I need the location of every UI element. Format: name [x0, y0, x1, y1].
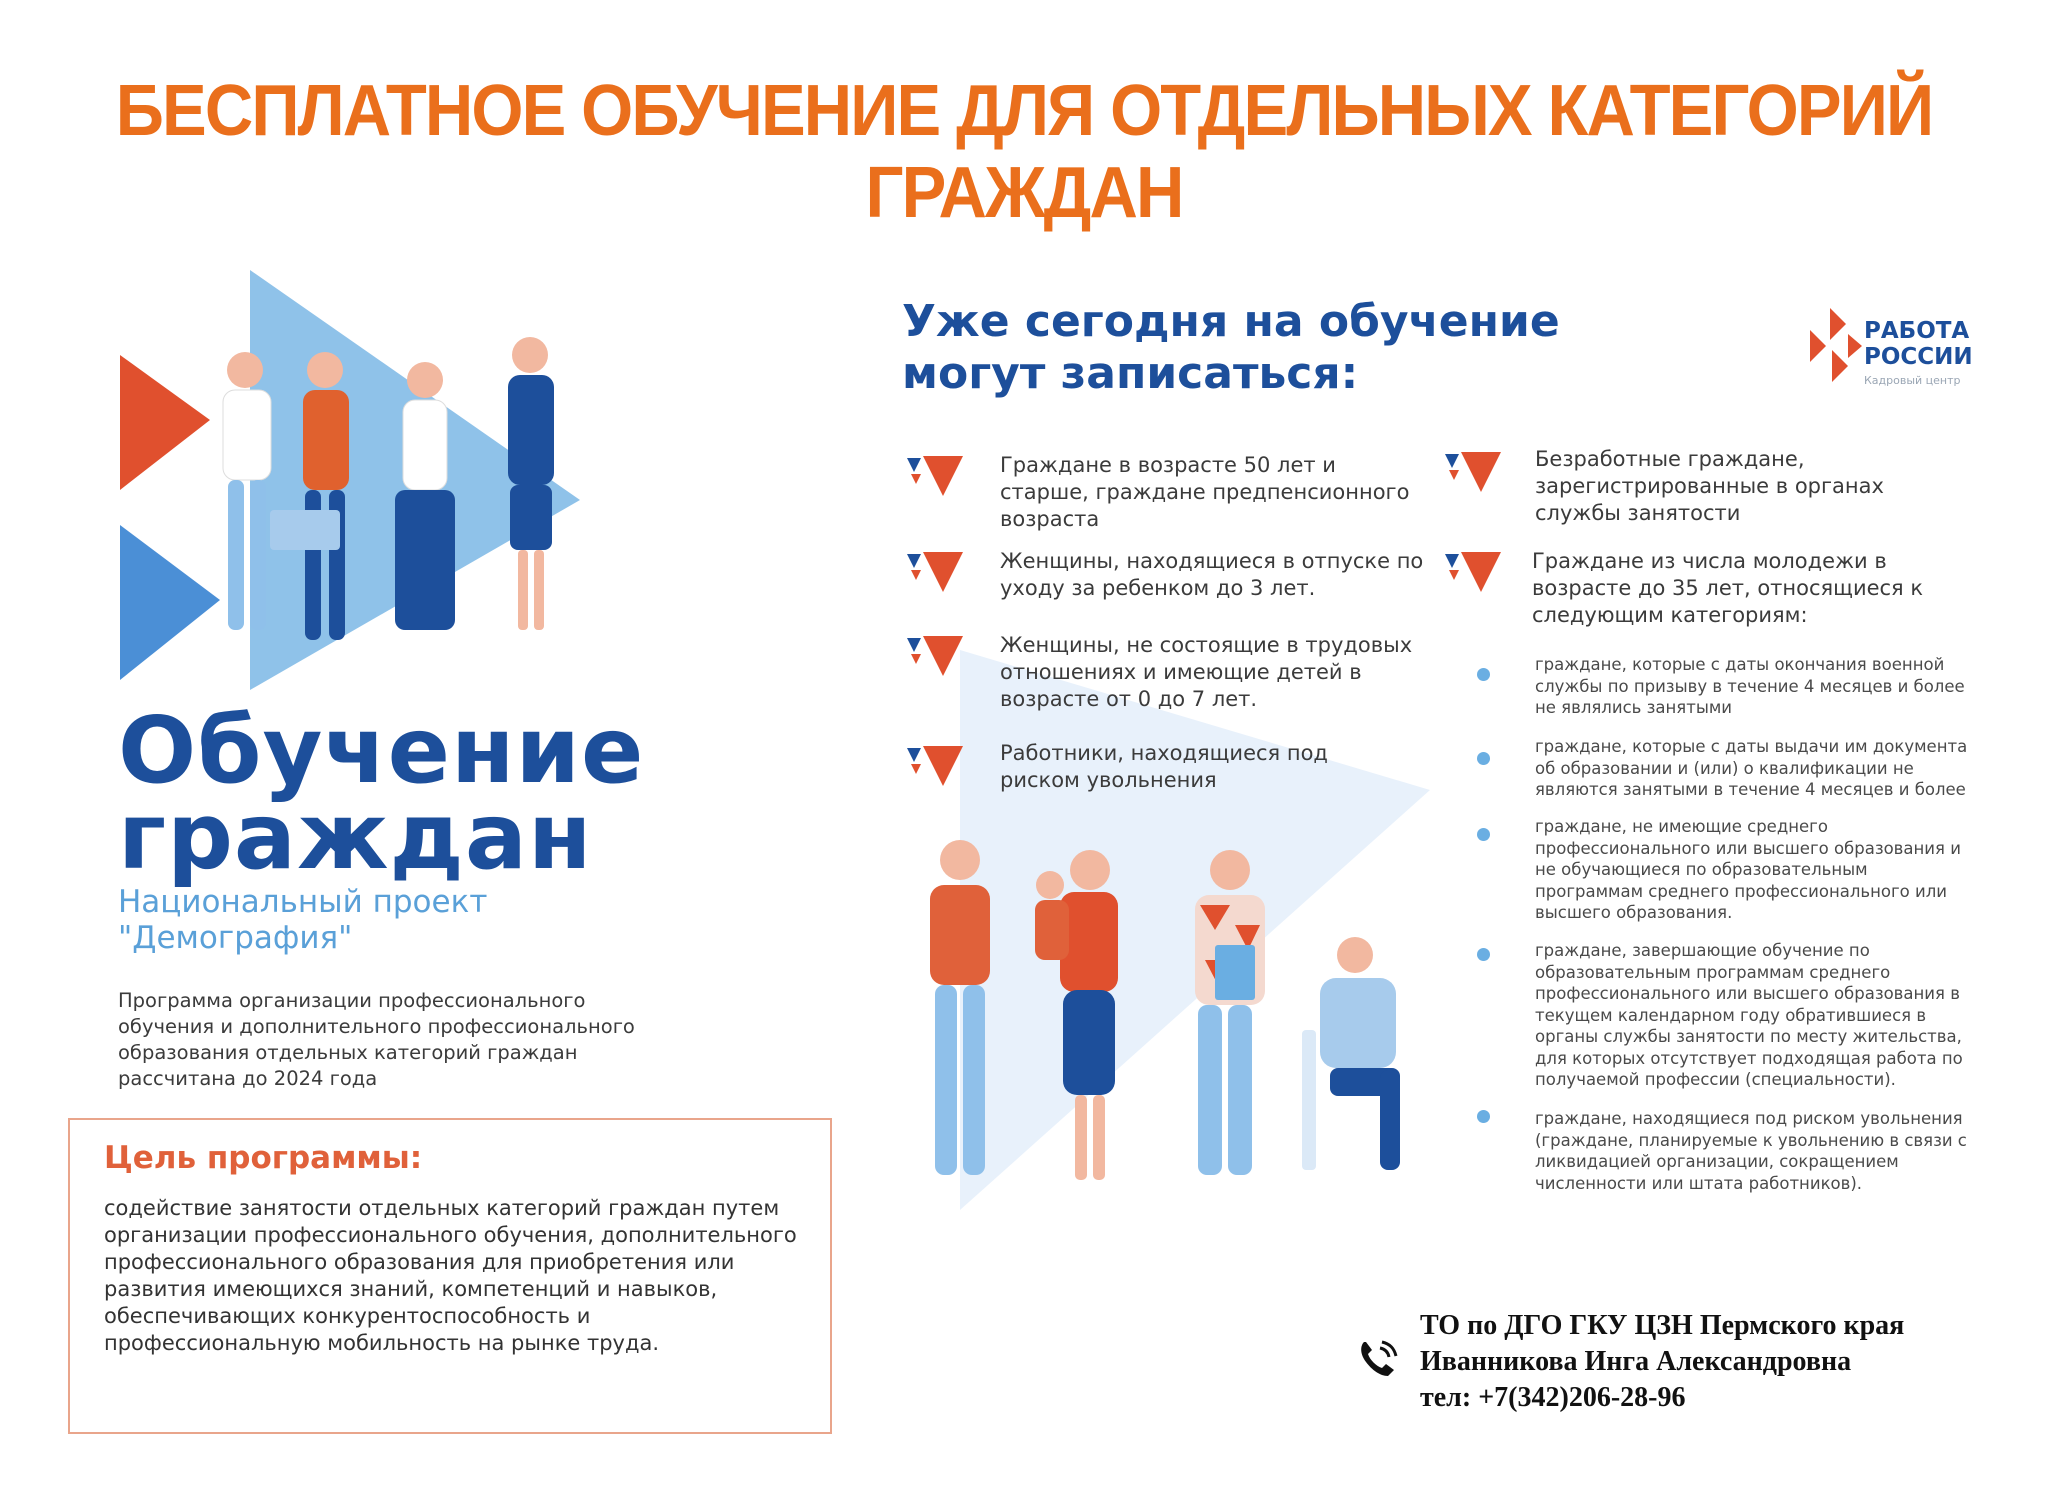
program-description: Программа организации профессионального обучения и дополнительного профессионального образования отдельных категорий граждан рассчитана до 2024 года — [118, 989, 635, 1090]
contact-person: Иванникова Инга Александровна — [1420, 1346, 1852, 1377]
category-marker-icon — [905, 548, 969, 596]
heading-line1: Уже сегодня на обучение — [902, 296, 1560, 347]
contact-organization: ТО по ДГО ГКУ ЦЗН Пермского края — [1420, 1310, 1905, 1341]
subtitle-line1: Национальный проект — [118, 884, 488, 920]
youth-subcategory: граждане, которые с даты окончания военной службы по призыву в течение 4 месяцев и более не являлись занятыми — [1535, 655, 1965, 717]
category-marker-icon — [905, 452, 969, 500]
category-item: Женщины, не состоящие в трудовых отношениях и имеющие детей в возрасте от 0 до 7 лет. — [1000, 633, 1413, 711]
category-marker-icon — [905, 632, 969, 680]
bullet-dot — [1477, 668, 1490, 681]
youth-subcategory: граждане, которые с даты выдачи им документа об образовании и (или) о квалификации не являются занятыми в течение 4 месяцев и более — [1535, 737, 1968, 799]
logo-line1: РАБОТА — [1864, 318, 1970, 344]
contact-block — [1420, 1308, 1904, 1416]
main-title: БЕСПЛАТНОЕ ОБУЧЕНИЕ ДЛЯ ОТДЕЛЬНЫХ КАТЕГОРИЙ ГРАЖДАН — [115, 71, 1933, 233]
logo-line2: РОССИИ — [1864, 344, 1973, 370]
category-marker-icon — [1443, 548, 1507, 596]
program-subtitle — [118, 884, 487, 956]
youth-subcategory: граждане, не имеющие среднего профессионального или высшего образования и не обучающиеся по образовательным программам среднего профессионального или высшего образования. — [1535, 817, 1961, 922]
bullet-dot — [1477, 828, 1490, 841]
contact-phone[interactable]: тел: +7(342)206-28-96 — [1420, 1382, 1686, 1413]
bullet-dot — [1477, 948, 1490, 961]
category-item: Граждане из числа молодежи в возрасте до 35 лет, относящиеся к следующим категориям: — [1532, 549, 1924, 627]
youth-subcategory: граждане, находящиеся под риском увольнения (граждане, планируемые к увольнению в связи с ликвидацией организации, сокращением численности или штата работников). — [1535, 1109, 1967, 1193]
category-item: Безработные граждане, зарегистрированные в органах службы занятости — [1535, 447, 1884, 525]
program-title-line2: граждан — [118, 783, 593, 890]
rabota-rossii-logo-icon — [1808, 306, 1864, 388]
category-item: Работники, находящиеся под риском увольнения — [1000, 741, 1328, 792]
logo-text — [1864, 318, 1973, 370]
right-illustration — [900, 830, 1460, 1200]
youth-subcategory: граждане, завершающие обучение по образовательным программам среднего профессионального или высшего образования в текущем календарном году обратившиеся в органы службы занятости по месту жительства, для которых отсутствует подходящая работа по получаемой профессии (специальности). — [1535, 941, 1963, 1089]
category-marker-icon — [905, 742, 969, 790]
decorative-triangles — [110, 270, 630, 690]
category-item: Женщины, находящиеся в отпуске по уходу за ребенком до 3 лет. — [1000, 549, 1424, 600]
program-title — [118, 697, 645, 890]
category-marker-icon — [1443, 448, 1507, 496]
bullet-dot — [1477, 1110, 1490, 1123]
subtitle-line2: "Демография" — [118, 920, 353, 956]
goal-title: Цель программы: — [104, 1140, 423, 1176]
bullet-dot — [1477, 752, 1490, 765]
goal-text: содействие занятости отдельных категорий граждан путем организации профессионального обучения, дополнительного профессионального образования для приобретения или развития имеющихся знаний, компетенций и навыков, обеспечивающих конкурентоспособность и профессиональную мобильность на рынке труда. — [104, 1196, 797, 1355]
phone-icon — [1352, 1334, 1402, 1384]
enrollment-heading — [902, 296, 1560, 400]
heading-line2: могут записаться: — [902, 348, 1359, 399]
logo-subtitle: Кадровый центр — [1864, 374, 1961, 387]
category-item: Граждане в возрасте 50 лет и старше, граждане предпенсионного возраста — [1000, 453, 1410, 531]
program-title-line1: Обучение — [118, 697, 645, 804]
